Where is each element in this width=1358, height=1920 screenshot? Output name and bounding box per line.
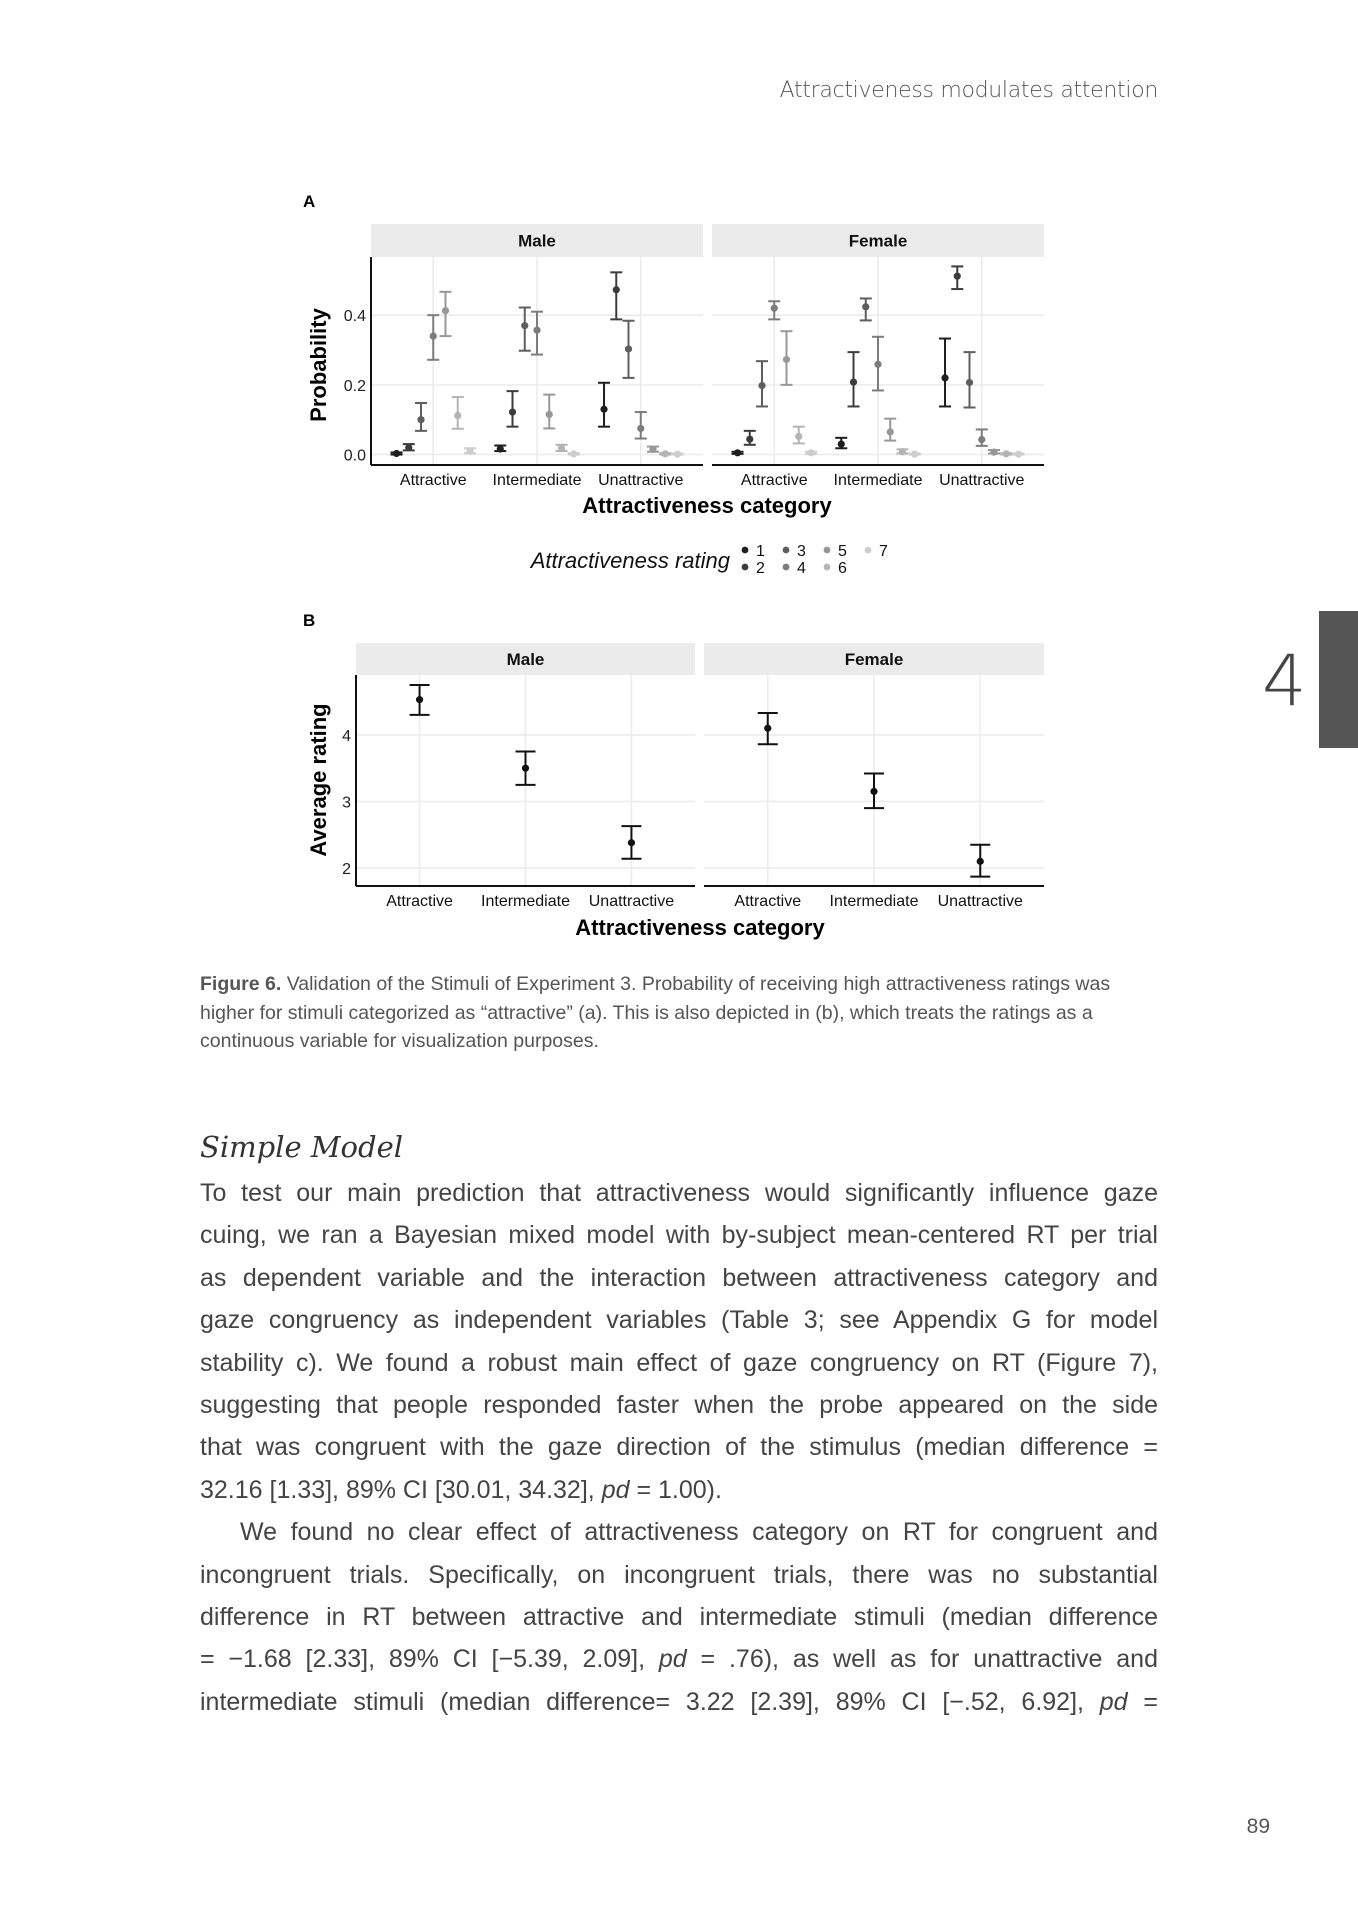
rating-3-point — [623, 321, 635, 378]
rating-2-point — [507, 391, 519, 427]
text-line: cuing, we ran a Bayesian mixed model with by-subject mean-centered RT per trial — [200, 1221, 1158, 1250]
figure-caption — [200, 970, 1158, 1056]
text-line — [200, 1681, 1158, 1723]
chapter-number: 4 — [1262, 640, 1307, 722]
data-point — [734, 449, 741, 456]
data-point — [874, 361, 881, 368]
legend-label: 6 — [838, 560, 847, 577]
rating-7-point — [1012, 451, 1024, 458]
running-head: Attractiveness modulates attention — [779, 78, 1158, 103]
chart-a-probability — [306, 224, 1044, 577]
x-tick-label: Unattractive — [588, 893, 675, 910]
legend-key-6 — [824, 564, 831, 571]
text-span: pd — [1099, 1687, 1128, 1716]
data-point — [628, 839, 635, 846]
rating-5-point — [439, 292, 451, 336]
data-point — [417, 416, 424, 423]
text-line — [200, 1638, 1158, 1680]
y-tick-label: 0.0 — [343, 447, 366, 465]
data-point — [625, 345, 632, 352]
x-tick-label: Unattractive — [598, 472, 684, 489]
text-span: pd — [658, 1645, 687, 1674]
data-point — [533, 327, 540, 334]
rating-3-point — [964, 352, 976, 407]
data-point — [870, 788, 877, 795]
data-point — [546, 411, 553, 418]
rating-4-point — [427, 315, 439, 360]
rating-7-point — [464, 447, 476, 454]
legend-label: 5 — [838, 543, 847, 560]
data-point — [990, 449, 997, 456]
y-tick-label: 3 — [342, 794, 351, 812]
y-tick-label: 0.4 — [343, 308, 366, 326]
data-point — [941, 374, 948, 381]
rating-mean-point — [970, 845, 990, 877]
rating-5-point — [884, 419, 896, 441]
rating-4-point — [768, 301, 780, 319]
data-point — [954, 273, 961, 280]
data-point — [838, 440, 845, 447]
facet-label: Male — [506, 650, 545, 669]
rating-5-point — [543, 395, 555, 429]
x-tick-label: Intermediate — [492, 472, 582, 489]
legend-key-3 — [783, 547, 790, 554]
text-line: gaze congruency as independent variables (Table 3; see Appendix G for model — [200, 1306, 1158, 1335]
x-tick-label: Intermediate — [833, 472, 923, 489]
data-point — [416, 696, 423, 703]
data-point — [674, 451, 681, 458]
data-point — [1015, 451, 1022, 458]
x-tick-label: Attractive — [399, 472, 467, 489]
text-span: = — [1127, 1687, 1159, 1716]
data-point — [637, 425, 644, 432]
text-line: suggesting that people responded faster when the probe appeared on the side — [200, 1390, 1158, 1419]
caption-line: continuous variable for visualization purposes. — [200, 1030, 599, 1052]
x-tick-label: Unattractive — [937, 893, 1023, 910]
data-point — [764, 725, 771, 732]
rating-3-point — [756, 361, 768, 406]
rating-mean-point — [621, 826, 641, 859]
rating-6-point — [659, 450, 671, 457]
text-span: = .76), as well as for unattractive and — [686, 1645, 1158, 1674]
data-point — [497, 445, 504, 452]
rating-2-point — [848, 352, 860, 406]
rating-4-point — [531, 312, 543, 355]
text-line: We found no clear effect of attractiveness category on RT for congruent and — [240, 1518, 1158, 1547]
x-tick-label: Intermediate — [829, 893, 919, 910]
data-point — [649, 446, 656, 453]
text-line: difference in RT between attractive and intermediate stimuli (median difference — [200, 1602, 1158, 1631]
rating-3-point — [415, 403, 427, 431]
rating-7-point — [568, 450, 580, 457]
legend — [529, 543, 888, 577]
data-point — [430, 332, 437, 339]
text-span: = −1.68 [2.33], 89% CI [−5.39, 2.09], — [200, 1645, 659, 1674]
text-line: To test our main prediction that attractiveness would significantly influence gaze — [200, 1179, 1158, 1207]
data-point — [600, 406, 607, 413]
data-point — [771, 305, 778, 312]
rating-2-point — [610, 272, 622, 319]
rating-5-point — [647, 446, 659, 453]
caption-line: Validation of the Stimuli of Experiment 3. Probability of receiving high attractiveness ratings was — [281, 973, 1111, 995]
text-span: 32.16 [1.33], 89% CI [30.01, 34.32], — [200, 1475, 602, 1504]
caption-lead: Figure 6. — [200, 973, 282, 995]
data-point — [966, 379, 973, 386]
rating-2-point — [951, 266, 963, 289]
text-line: stability c). We found a robust main effect of gaze congruency on RT (Figure 7), — [200, 1348, 1158, 1377]
rating-1-point — [939, 339, 951, 407]
panel-b-label: B — [303, 611, 316, 630]
rating-3-point — [860, 298, 872, 320]
data-point — [558, 445, 565, 452]
data-point — [522, 765, 529, 772]
text-line: that was congruent with the gaze direction of the stimulus (median difference = — [200, 1433, 1158, 1462]
text-span: pd — [601, 1475, 630, 1504]
x-tick-label: Attractive — [740, 472, 808, 489]
data-point — [1003, 450, 1010, 457]
facet-label: Female — [848, 231, 908, 251]
facet-label: Male — [518, 231, 556, 251]
rating-5-point — [780, 331, 792, 385]
legend-key-2 — [742, 564, 749, 571]
chart-b-average-rating — [306, 643, 1044, 940]
rating-6-point — [555, 445, 567, 452]
legend-label: 7 — [879, 543, 888, 560]
data-point — [978, 436, 985, 443]
legend-key-4 — [783, 564, 790, 571]
y-axis-title: Probability — [306, 308, 331, 422]
rating-7-point — [909, 451, 921, 458]
data-point — [393, 450, 400, 457]
x-tick-label: Attractive — [734, 893, 802, 910]
facet-label: Female — [844, 650, 904, 669]
data-point — [570, 450, 577, 457]
rating-2-point — [403, 444, 415, 451]
rating-3-point — [519, 308, 531, 351]
rating-4-point — [976, 429, 988, 445]
section-heading: Simple Model — [200, 1130, 404, 1164]
y-tick-label: 4 — [342, 727, 351, 745]
rating-1-point — [494, 445, 506, 452]
caption-line: higher for stimuli categorized as “attractive” (a). This is also depicted in (b), which treats the ratings as a — [200, 1001, 1093, 1024]
paragraph-1 — [200, 1172, 1158, 1723]
data-point — [662, 450, 669, 457]
rating-mean-point — [864, 774, 884, 809]
y-tick-label: 0.2 — [343, 377, 366, 395]
legend-label: 3 — [797, 543, 806, 560]
x-axis-title: Attractiveness category — [582, 493, 832, 518]
x-tick-label: Attractive — [386, 893, 453, 910]
rating-1-point — [598, 383, 610, 427]
data-point — [454, 412, 461, 419]
x-tick-label: Intermediate — [481, 893, 570, 910]
rating-7-point — [671, 451, 683, 458]
legend-key-7 — [865, 547, 872, 554]
data-point — [899, 448, 906, 455]
x-tick-label: Unattractive — [939, 472, 1025, 489]
rating-6-point — [896, 448, 908, 455]
panel-a-label: A — [303, 192, 316, 211]
text-line: incongruent trials. Specifically, on incongruent trials, there was no substantial — [200, 1560, 1158, 1589]
legend-label: 2 — [756, 560, 765, 577]
data-point — [807, 449, 814, 456]
rating-mean-point — [758, 713, 778, 744]
rating-4-point — [635, 412, 647, 438]
data-point — [466, 447, 473, 454]
rating-mean-point — [410, 685, 430, 715]
data-point — [613, 286, 620, 293]
legend-label: 4 — [797, 560, 806, 577]
rating-6-point — [1000, 450, 1012, 457]
data-point — [442, 307, 449, 314]
data-point — [509, 408, 516, 415]
legend-key-5 — [824, 547, 831, 554]
data-point — [783, 356, 790, 363]
y-axis-title: Average rating — [306, 703, 331, 857]
data-point — [405, 444, 412, 451]
data-point — [521, 322, 528, 329]
rating-6-point — [793, 427, 805, 444]
data-point — [862, 303, 869, 310]
data-point — [746, 436, 753, 443]
rating-2-point — [744, 431, 756, 445]
rating-4-point — [872, 337, 884, 391]
data-point — [795, 433, 802, 440]
data-point — [911, 451, 918, 458]
page-number: 89 — [1246, 1815, 1270, 1838]
legend-key-1 — [742, 547, 749, 554]
text-line: as dependent variable and the interaction between attractiveness category and — [200, 1263, 1158, 1292]
data-point — [758, 382, 765, 389]
y-tick-label: 2 — [342, 861, 351, 879]
rating-1-point — [391, 450, 403, 457]
text-line — [200, 1469, 1158, 1511]
data-point — [850, 378, 857, 385]
rating-6-point — [452, 397, 464, 429]
data-point — [977, 858, 984, 865]
legend-label: 1 — [756, 543, 765, 560]
x-axis-title: Attractiveness category — [575, 915, 825, 940]
rating-1-point — [835, 438, 847, 448]
rating-mean-point — [516, 752, 536, 785]
text-span: = 1.00). — [629, 1475, 722, 1504]
data-point — [887, 428, 894, 435]
legend-title: Attractiveness rating — [530, 548, 730, 573]
text-span: intermediate stimuli (median difference= 3.22 [2.39], 89% CI [−.52, 6.92], — [200, 1687, 1100, 1716]
